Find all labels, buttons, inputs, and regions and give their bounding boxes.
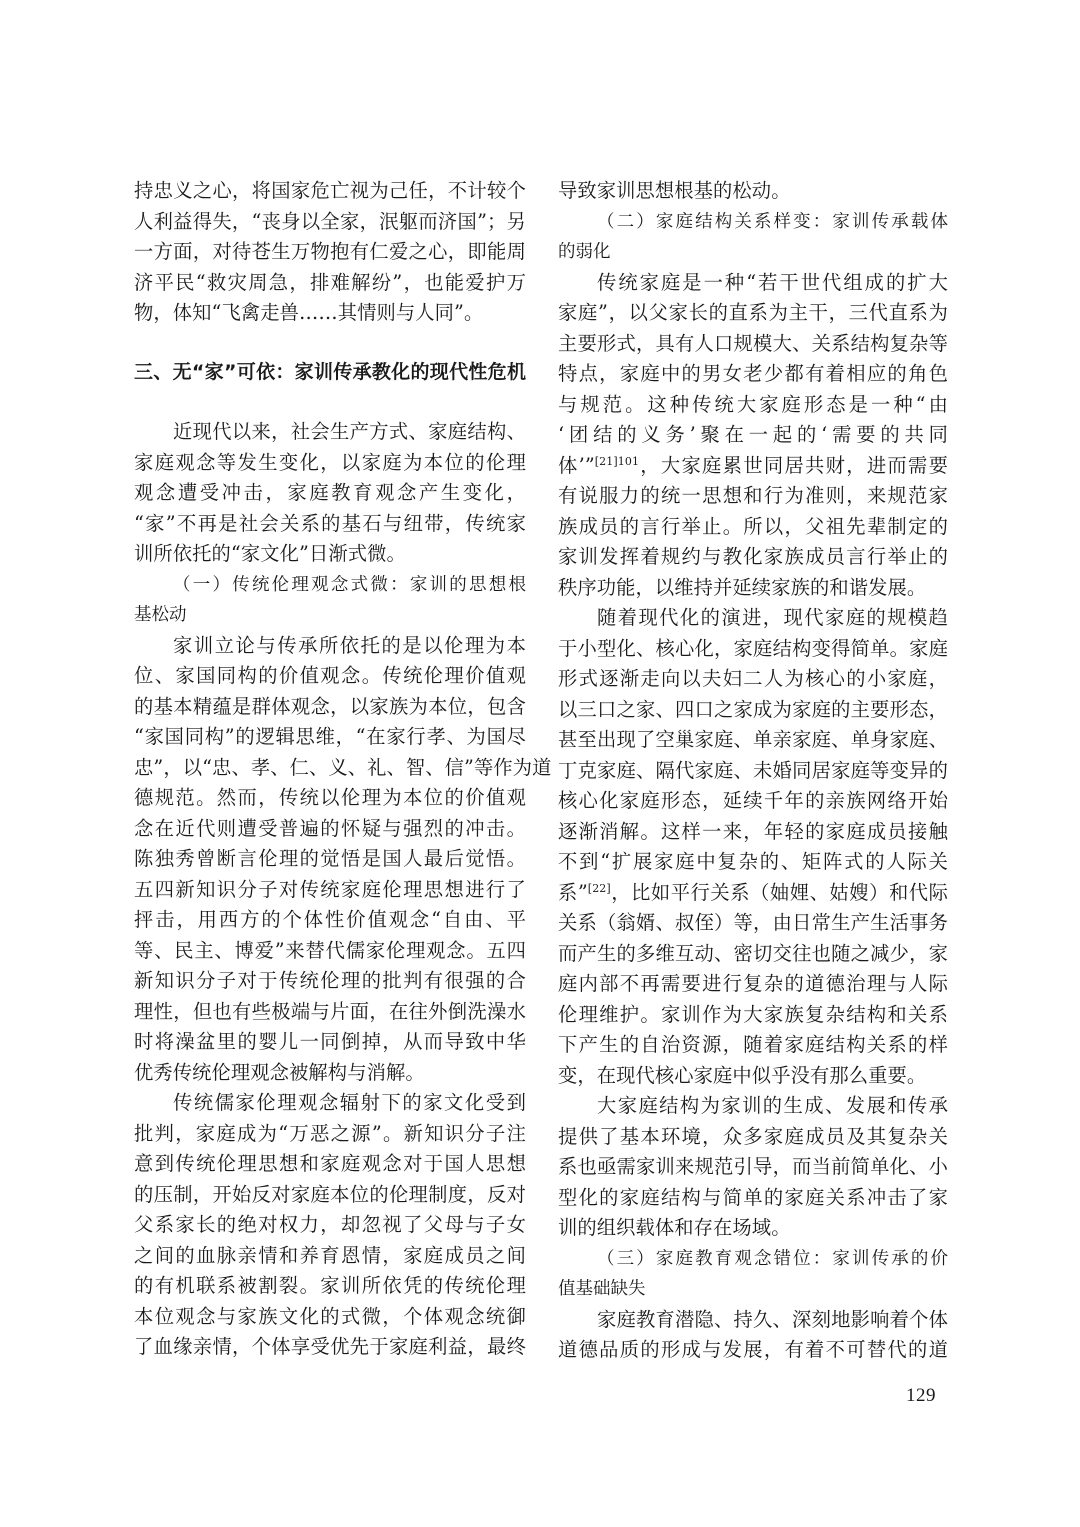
text-fragment: 体’” (558, 453, 595, 477)
text-line: 伦理维护。家训作为大家族复杂结构和关系 (558, 1002, 948, 1026)
paragraph-5 (558, 1091, 948, 1244)
text-line: 持忠义之心，将国家危亡视为己任，不计较个 (134, 179, 526, 202)
text-line: 以三口之家、四口之家成为家庭的主要形态， (558, 697, 948, 721)
text-line: 家庭”，以父家长的直系为主干，三代直系为 (558, 301, 948, 324)
text-line: 形式逐渐走向以夫妇二人为核心的小家庭， (558, 667, 948, 690)
text-line: “家国同构”的逻辑思维，“在家行孝、为国尽 (134, 725, 526, 748)
text-line-with-citation (558, 451, 948, 482)
text-line: 陈独秀曾断言伦理的觉悟是国人最后觉悟。 (134, 847, 526, 870)
text-line: 抨击，用西方的个体性价值观念“自由、平 (134, 908, 526, 931)
left-column (134, 176, 552, 1363)
paragraph-4 (558, 603, 948, 1091)
text-line: 近现代以来，社会生产方式、家庭结构、 (173, 420, 526, 443)
text-line: 变，在现代核心家庭中似乎没有那么重要。 (558, 1063, 927, 1087)
citation-ref: [22] (587, 881, 611, 895)
text-line: 家训立论与传承所依托的是以伦理为本 (173, 633, 526, 657)
subsection-line: （二）家庭结构关系样变：家训传承载体 (597, 211, 948, 232)
text-line: 父系家长的绝对权力，却忽视了父母与子女 (134, 1213, 526, 1236)
text-line: 意到传统伦理思想和家庭观念对于国人思想 (134, 1152, 526, 1175)
text-line: 庭内部不再需要进行复杂的道德治理与人际 (558, 972, 948, 995)
subsection-line: （三）家庭教育观念错位：家训传承的价 (597, 1248, 948, 1269)
text-line: 新知识分子对于传统伦理的批判有很强的合 (134, 969, 526, 992)
paragraph-1 (134, 631, 552, 1089)
text-line: 而产生的多维互动、密切交往也随之减少，家 (558, 941, 948, 965)
text-line: “家”不再是社会关系的基石与纽带，传统家 (134, 511, 526, 535)
text-line: 训的组织载体和存在场域。 (558, 1216, 791, 1239)
text-line: 批判，家庭成为“万恶之源”。新知识分子注 (134, 1121, 526, 1145)
text-line: 济平民“救灾周急，排难解纷”，也能爱护万 (134, 270, 526, 294)
text-line: 之间的血脉亲情和养育恩情，家庭成员之间 (134, 1243, 526, 1267)
page-number: 129 (906, 1385, 936, 1406)
text-line: 与规范。这种传统大家庭形态是一种“由 (558, 392, 948, 416)
text-line: 逐渐消解。这样一来，年轻的家庭成员接触 (558, 819, 948, 843)
text-line: 忠”，以“忠、孝、仁、义、礼、智、信”等作为道 (134, 755, 552, 779)
subsection-heading-3 (558, 1244, 948, 1305)
text-fragment: ，比如平行关系（妯娌、姑嫂）和代际 (610, 880, 948, 904)
text-line: 优秀传统伦理观念被解构与消解。 (134, 1060, 425, 1084)
text-line: 家训发挥着规约与教化家族成员言行举止的 (558, 545, 948, 568)
paragraph-6 (558, 1305, 948, 1366)
text-line: 导致家训思想根基的松动。 (558, 179, 791, 202)
text-line: 甚至出现了空巢家庭、单亲家庭、单身家庭、 (558, 728, 948, 751)
text-line: 理性，但也有些极端与片面，在往外倒洗澡水 (134, 999, 526, 1023)
text-line: 秩序功能，以维持并延续家族的和谐发展。 (558, 575, 927, 599)
text-line: 德规范。然而，传统以伦理为本位的价值观 (134, 786, 526, 809)
text-line: 特点，家庭中的男女老少都有着相应的角色 (558, 362, 948, 385)
text-line: 道德品质的形成与发展，有着不可替代的道 (558, 1338, 948, 1361)
text-line: 人利益得失，“丧身以全家，泯躯而济国”；另 (134, 209, 526, 233)
text-line: 有说服力的统一思想和行为准则，来规范家 (558, 484, 948, 507)
intro-paragraph (134, 176, 526, 329)
text-line: 下产生的自治资源，随着家庭结构关系的样 (558, 1033, 948, 1056)
text-line-with-citation (558, 878, 948, 909)
text-line: 念在近代则遭受普遍的怀疑与强烈的冲击。 (134, 816, 526, 840)
subsection-line: 基松动 (134, 605, 187, 625)
text-line: 族成员的言行举止。所以，父祖先辈制定的 (558, 514, 948, 538)
text-line: 本位观念与家族文化的式微，个体观念统御 (134, 1304, 526, 1328)
text-line: 家庭教育潜隐、持久、深刻地影响着个体 (597, 1307, 948, 1331)
text-line: 系也亟需家训来规范引导，而当前简单化、小 (558, 1155, 948, 1178)
text-fragment: ，大家庭累世同居共财，进而需要 (639, 453, 948, 477)
text-line: 传统家庭是一种“若干世代组成的扩大 (597, 270, 948, 294)
citation-ref: [21]101 (594, 454, 640, 468)
text-line: 家庭观念等发生变化，以家庭为本位的伦理 (134, 450, 526, 474)
right-column (558, 176, 948, 1366)
paragraph-2 (134, 1088, 526, 1363)
subsection-line: 的弱化 (558, 242, 611, 262)
text-line: 主要形式，具有人口规模大、关系结构复杂等 (558, 331, 948, 355)
subsection-line: （一）传统伦理观念式微：家训的思想根 (173, 574, 526, 595)
text-line: ‘团结的义务’聚在一起的‘需要的共同 (558, 423, 948, 446)
text-line: 时将澡盆里的婴儿一同倒掉，从而导致中华 (134, 1030, 526, 1053)
text-line: 等、民主、博爱”来替代儒家伦理观念。五四 (134, 938, 526, 962)
text-line: 核心化家庭形态，延续千年的亲族网络开始 (558, 789, 948, 812)
text-fragment: 系” (558, 880, 588, 904)
paragraph-3 (558, 268, 948, 604)
text-line: 随着现代化的演进，现代家庭的规模趋 (597, 606, 948, 629)
text-line: 不到“扩展家庭中复杂的、矩阵式的人际关 (558, 850, 948, 873)
text-line: 大家庭结构为家训的生成、发展和传承 (597, 1094, 948, 1117)
text-line: 位、家国同构的价值观念。传统伦理价值观 (134, 664, 526, 687)
text-line: 型化的家庭结构与简单的家庭关系冲击了家 (558, 1185, 948, 1209)
text-line: 五四新知识分子对传统家庭伦理思想进行了 (134, 877, 526, 901)
subsection-heading-2 (558, 207, 948, 268)
text-line: 物，体知“飞禽走兽……其情则与人同”。 (134, 301, 484, 324)
text-line: 了血缘亲情，个体享受优先于家庭利益，最终 (134, 1335, 526, 1358)
text-line: 观念遭受冲击，家庭教育观念产生变化， (134, 481, 526, 504)
text-line: 丁克家庭、隔代家庭、未婚同居家庭等变异的 (558, 758, 948, 782)
section-intro-paragraph (134, 417, 526, 570)
text-line: 的有机联系被割裂。家训所依凭的传统伦理 (134, 1274, 526, 1297)
subsection-line: 值基础缺失 (558, 1279, 646, 1299)
text-line: 关系（翁婿、叔侄）等，由日常生产生活事务 (558, 911, 948, 934)
text-line: 于小型化、核心化，家庭结构变得简单。家庭 (558, 636, 948, 660)
text-line: 一方面，对待苍生万物抱有仁爱之心，即能周 (134, 240, 526, 263)
text-line: 的基本精蕴是群体观念，以家族为本位，包含 (134, 694, 526, 718)
section-heading: 三、无“家”可依：家训传承教化的现代性危机 (134, 360, 527, 383)
text-line: 的压制，开始反对家庭本位的伦理制度，反对 (134, 1182, 526, 1206)
text-line: 训所依托的“家文化”日渐式微。 (134, 542, 406, 565)
subsection-heading-1 (134, 570, 526, 631)
text-line: 传统儒家伦理观念辐射下的家文化受到 (173, 1091, 526, 1114)
text-line: 提供了基本环境，众多家庭成员及其复杂关 (558, 1124, 948, 1148)
